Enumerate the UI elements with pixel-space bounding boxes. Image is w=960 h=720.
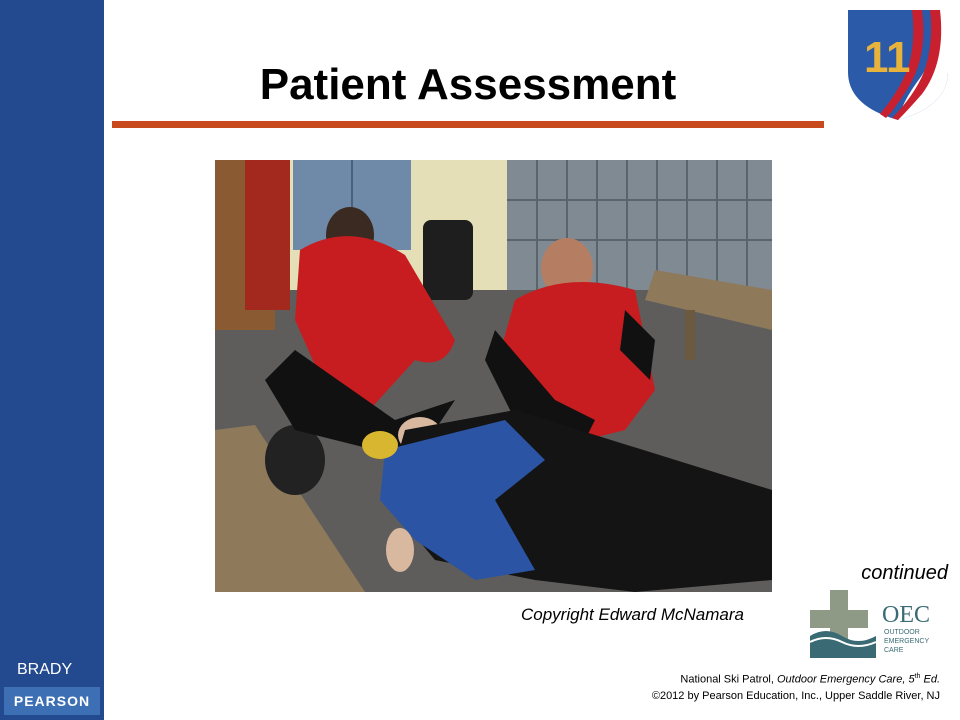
footer-publisher: National Ski Patrol, (680, 673, 774, 686)
oec-line1: OUTDOOR (884, 629, 920, 636)
footer-line-1 (652, 669, 940, 688)
oec-line3: CARE (884, 647, 904, 654)
photo-credit: Copyright Edward McNamara (521, 605, 744, 624)
oec-line2: EMERGENCY (884, 638, 930, 645)
footer-book-title: Outdoor Emergency Care, 5 (777, 673, 915, 686)
ski-patrol-photo (215, 160, 772, 592)
continued-label: continued (861, 562, 948, 584)
oec-abbrev: OEC (882, 602, 930, 628)
brady-label: BRADY (17, 661, 73, 678)
footer-citation (652, 669, 940, 704)
chapter-shield-icon (842, 6, 954, 122)
pearson-logo: PEARSON (4, 687, 100, 715)
footer-edition-sup: th (914, 673, 921, 680)
oec-logo-icon (806, 588, 946, 660)
left-sidebar (0, 0, 104, 720)
title-underline (112, 121, 824, 128)
footer-copyright: ©2012 by Pearson Education, Inc., Upper Saddle River, NJ (651, 689, 940, 702)
slide-title: Patient Assessment (259, 60, 677, 109)
chapter-number: 11 (864, 33, 911, 82)
footer-edition-suffix: Ed. (923, 673, 940, 686)
